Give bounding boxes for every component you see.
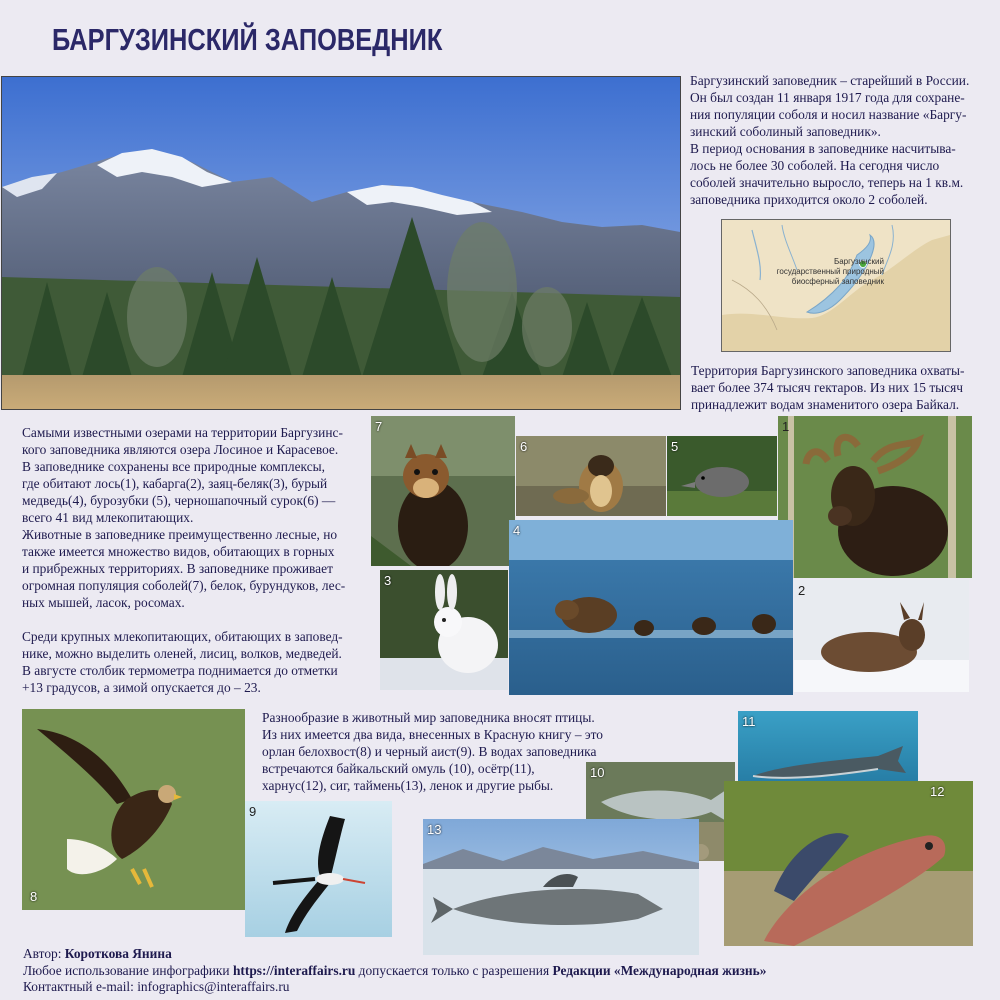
text-line: медведь(4), бурозубки (5), черношапочный сурок(6) — (22, 493, 336, 508)
text-line: заповедника приходится около 2 соболей. (690, 192, 928, 207)
text-line: где обитают лось(1), кабарга(2), заяц-беляк(3), бурый (22, 476, 328, 491)
contact-line: Контактный e-mail: infographics@interaffairs.ru (23, 979, 290, 994)
photo-number: 5 (671, 439, 679, 454)
landscape-photo (1, 76, 681, 410)
photo-number: 7 (375, 419, 383, 434)
shrew-photo (667, 436, 777, 516)
text-line: огромная популяция соболей(7), белок, бурундуков, лес- (22, 578, 346, 593)
photo-number: 12 (930, 784, 945, 799)
text-line: Баргузинский заповедник – старейший в России. (690, 73, 970, 88)
sable-photo (371, 416, 515, 566)
photo-number: 11 (742, 714, 756, 729)
text-line: соболей значительно выросло, теперь на 1 кв.м. (690, 175, 964, 190)
intro-text (690, 72, 995, 208)
text-line: Животные в заповеднике преимущественно лесные, но (22, 527, 338, 542)
text-line: орлан белохвост(8) и черный аист(9). В водах заповедника (262, 744, 597, 759)
page-title: БАРГУЗИНСКИЙ ЗАПОВЕДНИК (52, 22, 443, 57)
text-line: биосферный заповедник (791, 277, 884, 286)
site-link[interactable]: https://interaffairs.ru (232, 962, 356, 978)
text-line: Территория Баргузинского заповедника охваты- (691, 363, 965, 378)
eagle-photo (22, 709, 245, 910)
text-line: принадлежит водам знаменитого озера Байкал. (691, 397, 960, 412)
text-line: В заповеднике сохранены все природные комплексы, (22, 459, 326, 474)
text-line: зинский соболиный заповедник». (690, 124, 881, 139)
text-line: всего 41 вид млекопитающих. (22, 510, 194, 525)
taimen-photo (423, 819, 699, 955)
photo-number: 2 (798, 583, 806, 598)
text-line: кого заповедника являются озера Лосиное и Карасевое. (22, 442, 339, 457)
photo-number: 8 (30, 889, 38, 904)
photo-number: 3 (384, 573, 392, 588)
text-line: В период основания в заповеднике насчитыва- (690, 141, 956, 156)
bears-photo (509, 520, 793, 695)
territory-text (691, 362, 996, 413)
map-label (744, 257, 884, 287)
musk-deer-photo (794, 580, 969, 692)
text-line: нике, можно выделить оленей, лисиц, волков, медведей. (22, 646, 342, 661)
text-line: Баргузинский (833, 257, 884, 266)
photo-number: 6 (520, 439, 528, 454)
text-line: В августе столбик термометра поднимается до отметки (22, 663, 338, 678)
stork-photo (245, 801, 392, 937)
org-name: Редакции «Международная жизнь» (552, 962, 767, 978)
photo-number: 10 (590, 765, 605, 780)
text-line: +13 градусов, а зимой опускается до – 23. (22, 680, 261, 695)
text-line: ных мышей, ласок, росомах. (22, 595, 185, 610)
text-line: ния популяции соболя и носил название «Баргу- (690, 107, 967, 122)
text-line: также имеется множество видов, обитающих в горных (22, 544, 335, 559)
author-line: Автор: Короткова Янина (23, 946, 172, 961)
text-line: и прибрежных территориях. В заповеднике проживает (22, 561, 333, 576)
photo-number: 4 (513, 523, 521, 538)
text-line: государственный природный (776, 267, 884, 276)
birds-text (262, 709, 642, 794)
photo-number: 9 (249, 804, 257, 819)
text-line: Разнообразие в животный мир заповедника вносят птицы. (262, 710, 595, 725)
text-line: Из них имеется два вида, внесенных в Красную книгу – это (262, 727, 603, 742)
author-name: Короткова Янина (64, 946, 172, 961)
text-line: встречаются байкальский омуль (10), осётр(11), (262, 761, 535, 776)
text-line: Самыми известными озерами на территории Баргузинс- (22, 425, 343, 440)
photo-number: 13 (427, 822, 442, 837)
text-line: Он был создан 11 января 1917 года для сохране- (690, 90, 965, 105)
text-line: харнус(12), сиг, таймень(13), ленок и другие рыбы. (262, 778, 554, 793)
moose-photo (778, 416, 972, 578)
marmot-photo (516, 436, 666, 516)
animals-text (22, 424, 370, 696)
text-line: вает более 374 тысяч гектаров. Из них 15 тысяч (691, 380, 964, 395)
location-map (721, 219, 951, 352)
text-line (22, 611, 370, 628)
text-line: Среди крупных млекопитающих, обитающих в заповед- (22, 629, 343, 644)
text-line: лось не более 30 соболей. На сегодня число (690, 158, 940, 173)
photo-number: 1 (782, 419, 790, 434)
usage-line: Любое использование инфографики https://interaffairs.ru допускается только с разрешения Редакции «Международная жизнь» (23, 962, 767, 978)
footer (23, 946, 766, 996)
grayling-photo (724, 781, 973, 946)
hare-photo (380, 570, 508, 690)
